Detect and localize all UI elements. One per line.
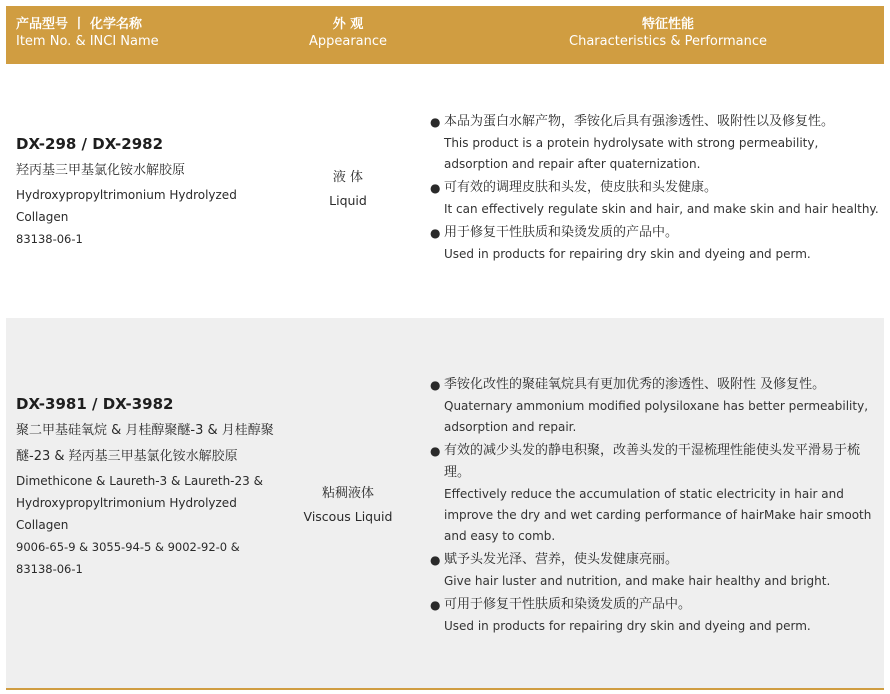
feature-item: [430, 549, 880, 592]
feature-zh: 赋予头发光泽、营养，使头发健康亮丽。: [444, 552, 679, 567]
product-cas: 9006-65-9 & 3055-94-5 & 9002-92-0 & 83138-06-1: [16, 540, 240, 576]
product-appearance: [288, 166, 408, 212]
feature-en: Used in products for repairing dry skin and dyeing and perm.: [444, 247, 811, 261]
feature-zh: 可用于修复干性肤质和染烫发质的产品中。: [444, 597, 692, 612]
feature-item: [430, 222, 880, 265]
header-characteristics-zh: 特征性能: [641, 17, 694, 32]
feature-zh: 有效的减少头发的静电积聚，改善头发的干湿梳理性能使头发平滑易于梳理。: [444, 443, 861, 480]
header-item-no-zh: 产品型号 丨 化学名称: [16, 17, 143, 32]
bullet-icon: ●: [430, 598, 441, 612]
product-appearance: [288, 482, 408, 528]
header-appearance-en: Appearance: [308, 34, 388, 49]
table-row: [6, 318, 884, 690]
header-item-no-en: Item No. & INCI Name: [16, 34, 159, 49]
feature-item: [430, 374, 880, 438]
bullet-icon: ●: [430, 115, 441, 129]
table-header: [6, 6, 884, 64]
bullet-icon: ●: [430, 444, 441, 458]
product-name-zh: 羟丙基三甲基氯化铵水解胶原: [16, 163, 186, 178]
product-model: DX-298 / DX-2982: [16, 135, 164, 153]
bullet-icon: ●: [430, 378, 441, 392]
feature-en: Give hair luster and nutrition, and make hair healthy and bright.: [444, 574, 831, 588]
header-item-no: [16, 16, 159, 50]
product-model: DX-3981 / DX-3982: [16, 395, 174, 413]
feature-item: [430, 111, 880, 175]
feature-zh: 可有效的调理皮肤和头发，使皮肤和头发健康。: [444, 180, 718, 195]
feature-en: Quaternary ammonium modified polysiloxane has better permeability, adsorption and repair.: [444, 399, 869, 434]
appearance-zh: 粘稠液体: [321, 486, 374, 501]
feature-item: [430, 594, 880, 637]
appearance-en: Liquid: [329, 193, 367, 208]
table-row: [6, 64, 884, 316]
product-features: [430, 111, 880, 267]
product-info: [16, 394, 278, 580]
bullet-icon: ●: [430, 181, 441, 195]
product-name-zh: 聚二甲基硅氧烷 & 月桂醇聚醚-3 & 月桂醇聚醚-23 & 羟丙基三甲基氯化铵水解胶原: [16, 423, 274, 464]
header-appearance: [288, 16, 408, 50]
header-appearance-zh: 外 观: [332, 17, 364, 32]
header-characteristics: [528, 16, 808, 50]
bullet-icon: ●: [430, 226, 441, 240]
feature-en: This product is a protein hydrolysate with strong permeability, adsorption and repair after quaternization.: [444, 136, 819, 171]
product-features: [430, 374, 880, 639]
bullet-icon: ●: [430, 553, 441, 567]
product-cas: 83138-06-1: [16, 232, 83, 246]
appearance-en: Viscous Liquid: [303, 509, 393, 524]
feature-item: [430, 440, 880, 547]
feature-en: Effectively reduce the accumulation of static electricity in hair and improve the dry and wet carding performance of hairMake hair smooth and easy to comb.: [444, 487, 872, 543]
product-name-en: Dimethicone & Laureth-3 & Laureth-23 & Hydroxypropyltrimonium Hydrolyzed Collagen: [16, 474, 263, 532]
feature-item: [430, 177, 880, 220]
header-characteristics-en: Characteristics & Performance: [569, 34, 767, 49]
feature-en: It can effectively regulate skin and hair, and make skin and hair healthy.: [444, 202, 879, 216]
feature-zh: 季铵化改性的聚硅氧烷具有更加优秀的渗透性、吸附性 及修复性。: [444, 377, 826, 392]
feature-zh: 用于修复干性肤质和染烫发质的产品中。: [444, 225, 679, 240]
feature-en: Used in products for repairing dry skin and dyeing and perm.: [444, 619, 811, 633]
feature-zh: 本品为蛋白水解产物，季铵化后具有强渗透性、吸附性以及修复性。: [444, 114, 835, 129]
product-name-en: Hydroxypropyltrimonium Hydrolyzed Collagen: [16, 188, 237, 224]
appearance-zh: 液 体: [332, 170, 364, 185]
product-info: [16, 134, 278, 250]
